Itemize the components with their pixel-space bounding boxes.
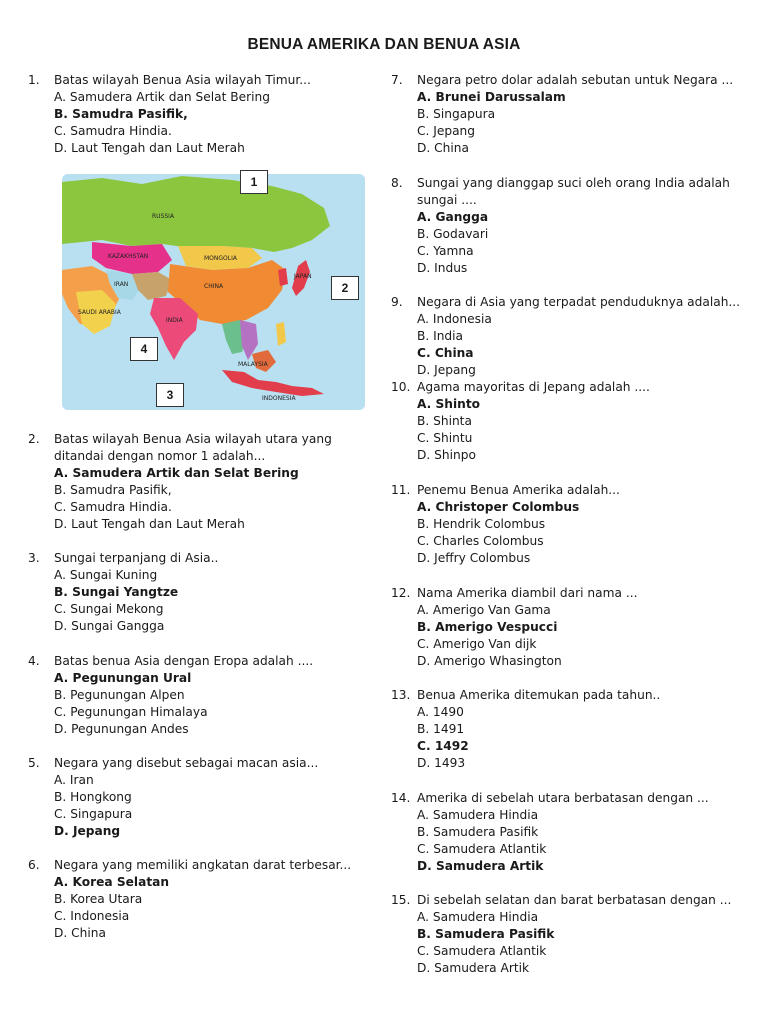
question-number: 15. — [391, 893, 411, 907]
map-label-malaysia: MALAYSIA — [238, 361, 268, 368]
answer-option: B. Hendrik Colombus — [417, 517, 546, 531]
question-stem: Batas benua Asia dengan Eropa adalah .... — [54, 654, 314, 668]
question-body — [417, 585, 741, 670]
question-number: 10. — [391, 380, 411, 394]
question-body — [54, 755, 353, 840]
question-number: 5. — [28, 756, 40, 770]
answer-option-correct: A. Christoper Colombus — [417, 500, 580, 514]
answer-option: C. Indonesia — [54, 909, 130, 923]
answer-option: C. Shintu — [417, 431, 473, 445]
question-body — [54, 550, 353, 635]
answer-option: C. Samudera Atlantik — [417, 842, 547, 856]
answer-option: D. 1493 — [417, 756, 466, 770]
question-stem: Amerika di sebelah utara berbatasan dengan ... — [417, 791, 709, 805]
answer-option: D. China — [417, 141, 469, 155]
question-number: 9. — [391, 295, 403, 309]
answer-option: D. Laut Tengah dan Laut Merah — [54, 517, 245, 531]
question-body — [417, 175, 741, 277]
answer-option: B. Samudra Pasifik, — [54, 483, 172, 497]
answer-option: C. Charles Colombus — [417, 534, 544, 548]
map-label-iran: IRAN — [114, 281, 129, 288]
map-marker-4: 4 — [130, 337, 158, 361]
question-6 — [28, 857, 353, 942]
answer-option: D. Laut Tengah dan Laut Merah — [54, 141, 245, 155]
question-number: 11. — [391, 483, 411, 497]
question-body — [54, 857, 353, 942]
question-number: 7. — [391, 73, 403, 87]
answer-option: A. Samudera Hindia — [417, 910, 539, 924]
answer-option: C. Amerigo Van dijk — [417, 637, 537, 651]
question-stem: Di sebelah selatan dan barat berbatasan dengan ... — [417, 893, 732, 907]
answer-option: C. Samudra Hindia. — [54, 500, 172, 514]
answer-option: A. Indonesia — [417, 312, 492, 326]
map-label-mongolia: MONGOLIA — [204, 255, 237, 262]
question-number: 13. — [391, 688, 411, 702]
answer-option-correct: B. Sungai Yangtze — [54, 585, 179, 599]
answer-option-correct: B. Samudra Pasifik, — [54, 107, 188, 121]
question-2 — [28, 431, 353, 533]
question-number: 1. — [28, 73, 40, 87]
question-1 — [28, 72, 353, 157]
answer-option: D. Shinpo — [417, 448, 476, 462]
answer-option: D. Jeffry Colombus — [417, 551, 531, 565]
answer-option-correct: A. Korea Selatan — [54, 875, 170, 889]
question-stem: Sungai terpanjang di Asia.. — [54, 551, 219, 565]
map-label-china: CHINA — [204, 283, 224, 290]
answer-option: D. Pegunungan Andes — [54, 722, 189, 736]
question-5 — [28, 755, 353, 840]
question-7 — [391, 72, 741, 157]
question-body — [54, 431, 353, 533]
question-9 — [391, 294, 741, 379]
answer-option-correct: D. Jepang — [54, 824, 121, 838]
answer-option-correct: B. Amerigo Vespucci — [417, 620, 558, 634]
question-body — [417, 72, 741, 157]
question-body — [417, 790, 741, 875]
answer-option: B. India — [417, 329, 464, 343]
question-8 — [391, 175, 741, 277]
question-body — [417, 482, 741, 567]
question-stem: Agama mayoritas di Jepang adalah .... — [417, 380, 650, 394]
question-stem: Negara yang memiliki angkatan darat terbesar... — [54, 858, 352, 872]
answer-option: B. Samudera Pasifik — [417, 825, 539, 839]
answer-option-correct: A. Shinto — [417, 397, 481, 411]
answer-option: D. Samudera Artik — [417, 961, 530, 975]
question-10 — [391, 379, 741, 464]
map-label-saudi: SAUDI ARABIA — [78, 309, 121, 316]
question-number: 14. — [391, 791, 411, 805]
map-marker-3: 3 — [156, 383, 184, 407]
question-15 — [391, 892, 741, 977]
map-label-indonesia: INDONESIA — [262, 395, 296, 402]
question-stem: Sungai yang dianggap suci oleh orang India adalah — [417, 176, 730, 190]
question-body — [54, 653, 353, 738]
answer-option: A. 1490 — [417, 705, 464, 719]
page-title: BENUA AMERIKA DAN BENUA ASIA — [247, 36, 521, 53]
map-marker-1: 1 — [240, 170, 268, 194]
answer-option: D. Sungai Gangga — [54, 619, 165, 633]
answer-option-correct: C. China — [417, 346, 474, 360]
answer-option: A. Iran — [54, 773, 94, 787]
map-label-russia: RUSSIA — [152, 213, 175, 220]
answer-option: A. Samudera Artik dan Selat Bering — [54, 90, 270, 104]
answer-option: B. Singapura — [417, 107, 496, 121]
answer-option: B. Pegunungan Alpen — [54, 688, 185, 702]
answer-option: C. Yamna — [417, 244, 474, 258]
question-stem: Penemu Benua Amerika adalah... — [417, 483, 620, 497]
question-stem: Negara yang disebut sebagai macan asia... — [54, 756, 319, 770]
answer-option-correct: A. Brunei Darussalam — [417, 90, 566, 104]
answer-option-correct: B. Samudera Pasifik — [417, 927, 555, 941]
question-12 — [391, 585, 741, 670]
asia-map — [62, 174, 365, 410]
question-stem: Negara di Asia yang terpadat penduduknya adalah... — [417, 295, 741, 309]
answer-option-correct: A. Pegunungan Ural — [54, 671, 192, 685]
answer-option: B. 1491 — [417, 722, 465, 736]
answer-option: A. Sungai Kuning — [54, 568, 158, 582]
question-stem: sungai .... — [417, 193, 477, 207]
question-stem: Negara petro dolar adalah sebutan untuk Negara ... — [417, 73, 734, 87]
question-body — [417, 379, 741, 464]
question-11 — [391, 482, 741, 567]
question-body — [417, 294, 741, 379]
answer-option-correct: A. Gangga — [417, 210, 489, 224]
answer-option: A. Amerigo Van Gama — [417, 603, 551, 617]
question-3 — [28, 550, 353, 635]
map-marker-2: 2 — [331, 276, 359, 300]
map-label-japan: JAPAN — [294, 273, 312, 280]
answer-option: C. Samudra Hindia. — [54, 124, 172, 138]
answer-option: A. Samudera Hindia — [417, 808, 539, 822]
map-label-india: INDIA — [166, 317, 183, 324]
question-number: 6. — [28, 858, 40, 872]
question-number: 12. — [391, 586, 411, 600]
question-4 — [28, 653, 353, 738]
question-number: 8. — [391, 176, 403, 190]
answer-option: D. Jepang — [417, 363, 476, 377]
answer-option: C. Singapura — [54, 807, 133, 821]
question-stem: ditandai dengan nomor 1 adalah... — [54, 449, 266, 463]
answer-option: B. Godavari — [417, 227, 489, 241]
map-label-kazakhstan: KAZAKHSTAN — [108, 253, 149, 260]
question-stem: Benua Amerika ditemukan pada tahun.. — [417, 688, 661, 702]
answer-option: C. Samudera Atlantik — [417, 944, 547, 958]
answer-option: C. Jepang — [417, 124, 476, 138]
question-stem: Nama Amerika diambil dari nama ... — [417, 586, 638, 600]
question-stem: Batas wilayah Benua Asia wilayah Timur... — [54, 73, 311, 87]
question-stem: Batas wilayah Benua Asia wilayah utara yang — [54, 432, 332, 446]
answer-option-correct: C. 1492 — [417, 739, 469, 753]
answer-option: D. Amerigo Whasington — [417, 654, 562, 668]
answer-option-correct: A. Samudera Artik dan Selat Bering — [54, 466, 299, 480]
answer-option: D. Indus — [417, 261, 468, 275]
answer-option: B. Korea Utara — [54, 892, 143, 906]
answer-option: C. Sungai Mekong — [54, 602, 164, 616]
question-body — [54, 72, 353, 157]
question-number: 2. — [28, 432, 40, 446]
answer-option: C. Pegunungan Himalaya — [54, 705, 208, 719]
answer-option-correct: D. Samudera Artik — [417, 859, 544, 873]
question-body — [417, 892, 741, 977]
question-body — [417, 687, 741, 772]
question-13 — [391, 687, 741, 772]
answer-option: B. Shinta — [417, 414, 472, 428]
answer-option: B. Hongkong — [54, 790, 132, 804]
question-14 — [391, 790, 741, 875]
question-number: 3. — [28, 551, 40, 565]
answer-option: D. China — [54, 926, 106, 940]
question-number: 4. — [28, 654, 40, 668]
